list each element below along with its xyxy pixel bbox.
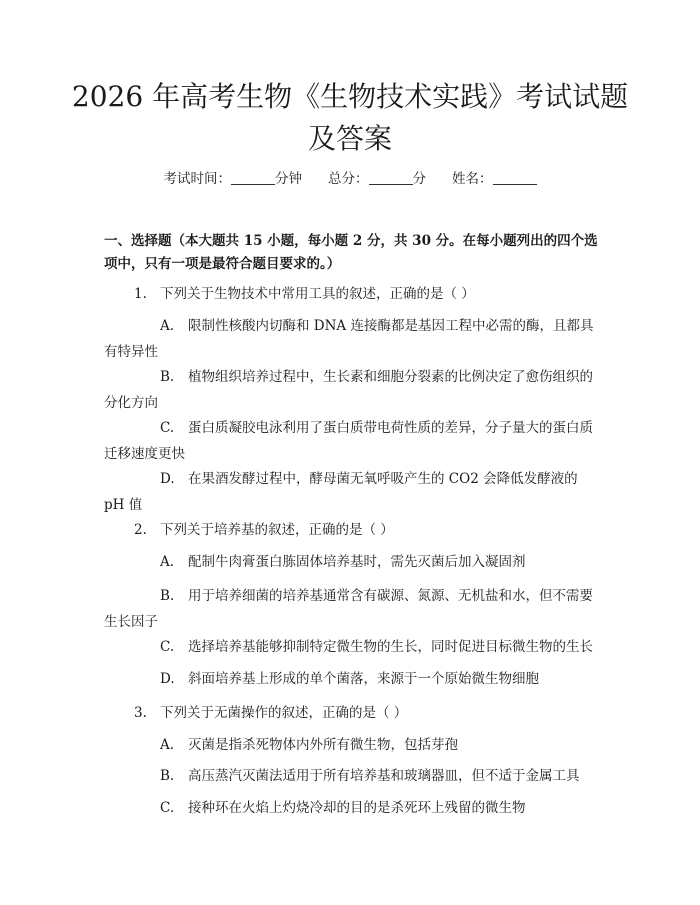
question-number: 3. [134, 705, 147, 721]
option-letter: A. [160, 554, 175, 570]
option-text: 接种环在火焰上灼烧冷却的目的是杀死环上残留的微生物 [188, 800, 526, 816]
option-letter: B. [160, 768, 175, 784]
option-text: 灭菌是指杀死物体内外所有微生物，包括芽孢 [188, 737, 458, 753]
page-title: 2026 年高考生物《生物技术实践》考试试题及答案 [71, 80, 629, 155]
option-letter: C. [160, 800, 175, 816]
option-text: 用于培养细菌的培养基通常含有碳源、氮源、无机盐和水，但不需要生长因子 [104, 588, 593, 630]
time-unit: 分钟 [275, 171, 302, 187]
time-label: 考试时间： [163, 171, 231, 187]
question-1-option-a [104, 313, 602, 365]
question-2-option-d [104, 666, 602, 692]
question-3-option-a [104, 732, 602, 758]
option-text: 斜面培养基上形成的单个菌落，来源于一个原始微生物细胞 [188, 671, 539, 687]
option-letter: D. [160, 471, 175, 487]
name-blank [493, 171, 537, 185]
option-letter: C. [160, 639, 175, 655]
question-3 [134, 702, 604, 725]
option-text: 选择培养基能够抑制特定微生物的生长，同时促进目标微生物的生长 [188, 639, 593, 655]
question-3-option-b [104, 763, 602, 789]
name-label: 姓名： [452, 171, 493, 187]
option-text: 高压蒸汽灭菌法适用于所有培养基和玻璃器皿，但不适于金属工具 [188, 768, 580, 784]
option-letter: A. [160, 318, 175, 334]
question-stem: 下列关于生物技术中常用工具的叙述，正确的是（ ） [160, 286, 475, 302]
option-text: 限制性核酸内切酶和 DNA 连接酶都是基因工程中必需的酶，且都具有特异性 [104, 318, 594, 360]
question-1-option-d [104, 466, 602, 518]
option-letter: D. [160, 671, 175, 687]
option-text: 蛋白质凝胶电泳利用了蛋白质带电荷性质的差异，分子量大的蛋白质迁移速度更快 [104, 420, 593, 462]
question-3-option-c [104, 795, 602, 821]
score-unit: 分 [412, 171, 426, 187]
question-2-option-c [104, 634, 602, 660]
question-number: 2. [134, 522, 147, 538]
option-letter: B. [160, 588, 175, 604]
option-letter: A. [160, 737, 175, 753]
question-2-option-b [104, 583, 602, 635]
question-stem: 下列关于培养基的叙述，正确的是（ ） [160, 522, 394, 538]
question-stem: 下列关于无菌操作的叙述，正确的是（ ） [160, 705, 408, 721]
option-text: 配制牛肉膏蛋白胨固体培养基时，需先灭菌后加入凝固剂 [188, 554, 526, 570]
question-number: 1. [134, 286, 147, 302]
question-1-option-b [104, 364, 602, 416]
score-label: 总分： [328, 171, 369, 187]
option-letter: C. [160, 420, 175, 436]
option-text: 植物组织培养过程中，生长素和细胞分裂素的比例决定了愈伤组织的分化方向 [104, 369, 593, 411]
score-blank [369, 171, 413, 185]
question-1 [134, 283, 604, 306]
question-1-option-c [104, 415, 602, 467]
question-2-option-a [104, 549, 602, 575]
question-2 [134, 519, 604, 542]
time-blank [231, 171, 275, 185]
exam-info-line [0, 170, 700, 188]
section-heading: 一、选择题（本大题共 15 小题，每小题 2 分，共 30 分。在每小题列出的四个选项中，只有一项是最符合题目要求的。） [104, 233, 598, 272]
option-letter: B. [160, 369, 175, 385]
option-text: 在果酒发酵过程中，酵母菌无氧呼吸产生的 CO2 会降低发酵液的 pH 值 [104, 471, 578, 513]
